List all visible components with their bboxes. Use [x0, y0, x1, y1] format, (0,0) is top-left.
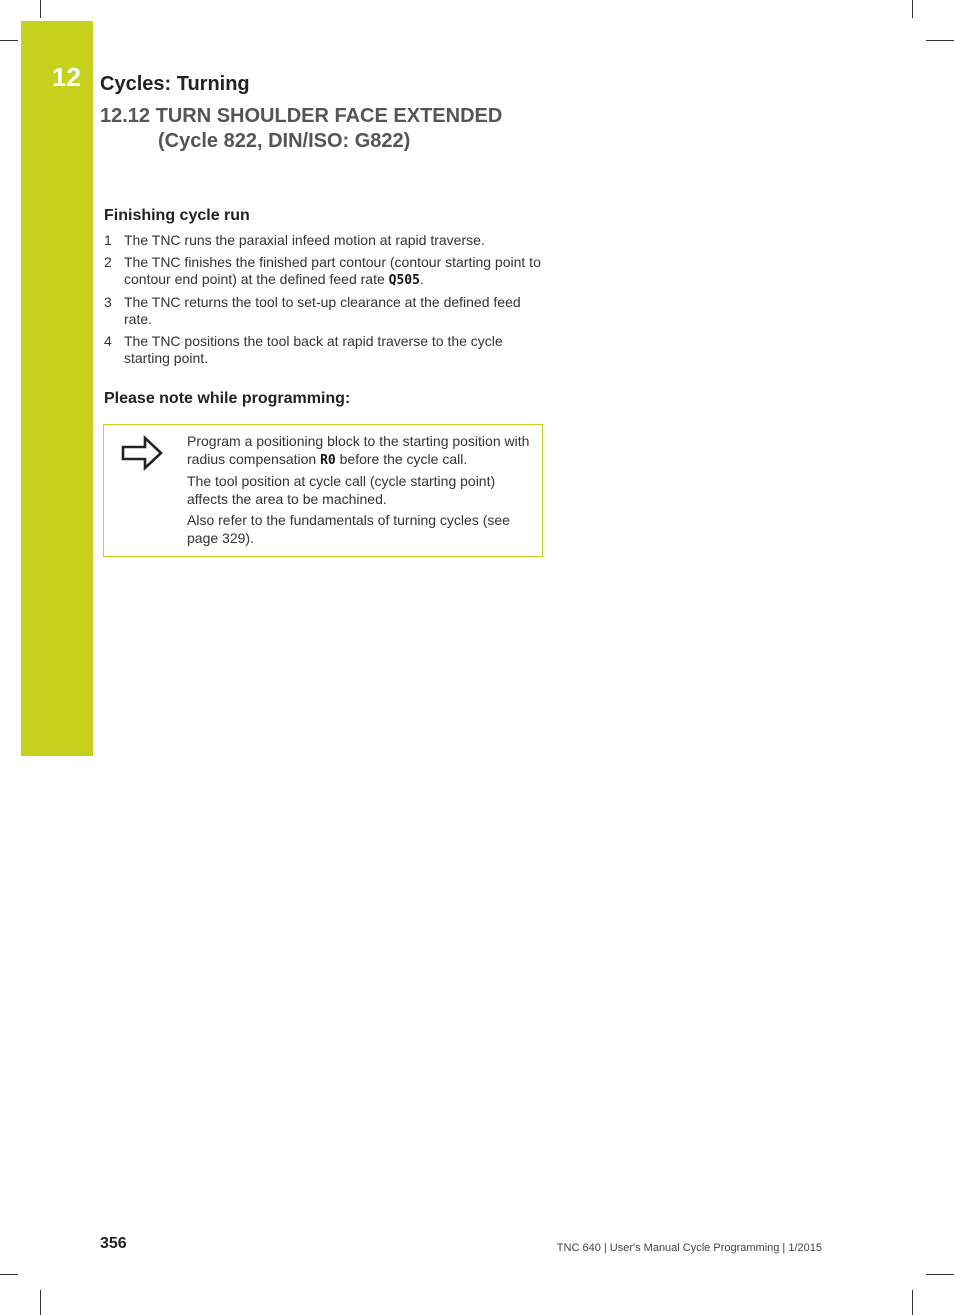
- step-text-end: .: [419, 271, 424, 287]
- page-number: 356: [100, 1235, 127, 1252]
- crop-mark: [0, 40, 18, 41]
- finishing-heading: Finishing cycle run: [104, 207, 250, 224]
- section-title-line2: (Cycle 822, DIN/ISO: G822): [158, 130, 411, 152]
- note-text: [187, 433, 535, 551]
- note-text-part: before the cycle call.: [335, 450, 468, 467]
- chapter-number: 12: [52, 62, 81, 92]
- list-item: [104, 232, 544, 250]
- crop-mark: [40, 0, 41, 18]
- crop-mark: [912, 1290, 913, 1315]
- step-number: 2: [104, 253, 112, 270]
- note-paragraph: The tool position at cycle call (cycle starting point) affects the area to be machined.: [187, 473, 496, 507]
- note-paragraph: Also refer to the fundamentals of turning cycles (see page 329).: [187, 512, 510, 546]
- crop-mark: [926, 40, 954, 41]
- crop-mark: [926, 1274, 954, 1275]
- step-number: 1: [104, 232, 112, 248]
- step-text: The TNC positions the tool back at rapid traverse to the cycle starting point.: [124, 332, 503, 366]
- chapter-side-bar: [21, 21, 93, 756]
- list-item: [104, 294, 544, 329]
- note-heading: Please note while programming:: [104, 390, 351, 407]
- note-box: [103, 424, 543, 557]
- crop-mark: [912, 0, 913, 18]
- parameter-code: R0: [320, 452, 336, 468]
- step-number: 4: [104, 332, 112, 349]
- section-title-line1: 12.12 TURN SHOULDER FACE EXTENDED: [100, 105, 503, 127]
- list-item: [104, 254, 544, 290]
- chapter-title: Cycles: Turning: [100, 73, 250, 95]
- crop-mark: [40, 1290, 41, 1315]
- note-paragraph: [187, 433, 535, 469]
- note-divider: [184, 425, 185, 556]
- step-number: 3: [104, 293, 112, 310]
- step-text: The TNC returns the tool to set-up clearance at the defined feed rate.: [124, 293, 521, 327]
- step-text: The TNC runs the paraxial infeed motion at rapid traverse.: [124, 232, 485, 248]
- section-title: [100, 104, 502, 154]
- parameter-code: Q505: [388, 273, 420, 288]
- step-text: The TNC finishes the finished part contour (contour starting point to contour end point) at the defined feed rate: [124, 253, 541, 287]
- finishing-steps-list: [104, 232, 544, 372]
- note-text-part: Program a positioning block to the starting position with radius compensation: [187, 433, 530, 467]
- arrow-right-icon: [121, 435, 163, 471]
- crop-mark: [0, 1274, 18, 1275]
- list-item: [104, 333, 544, 368]
- footer-text: TNC 640 | User's Manual Cycle Programming | 1/2015: [556, 1242, 822, 1254]
